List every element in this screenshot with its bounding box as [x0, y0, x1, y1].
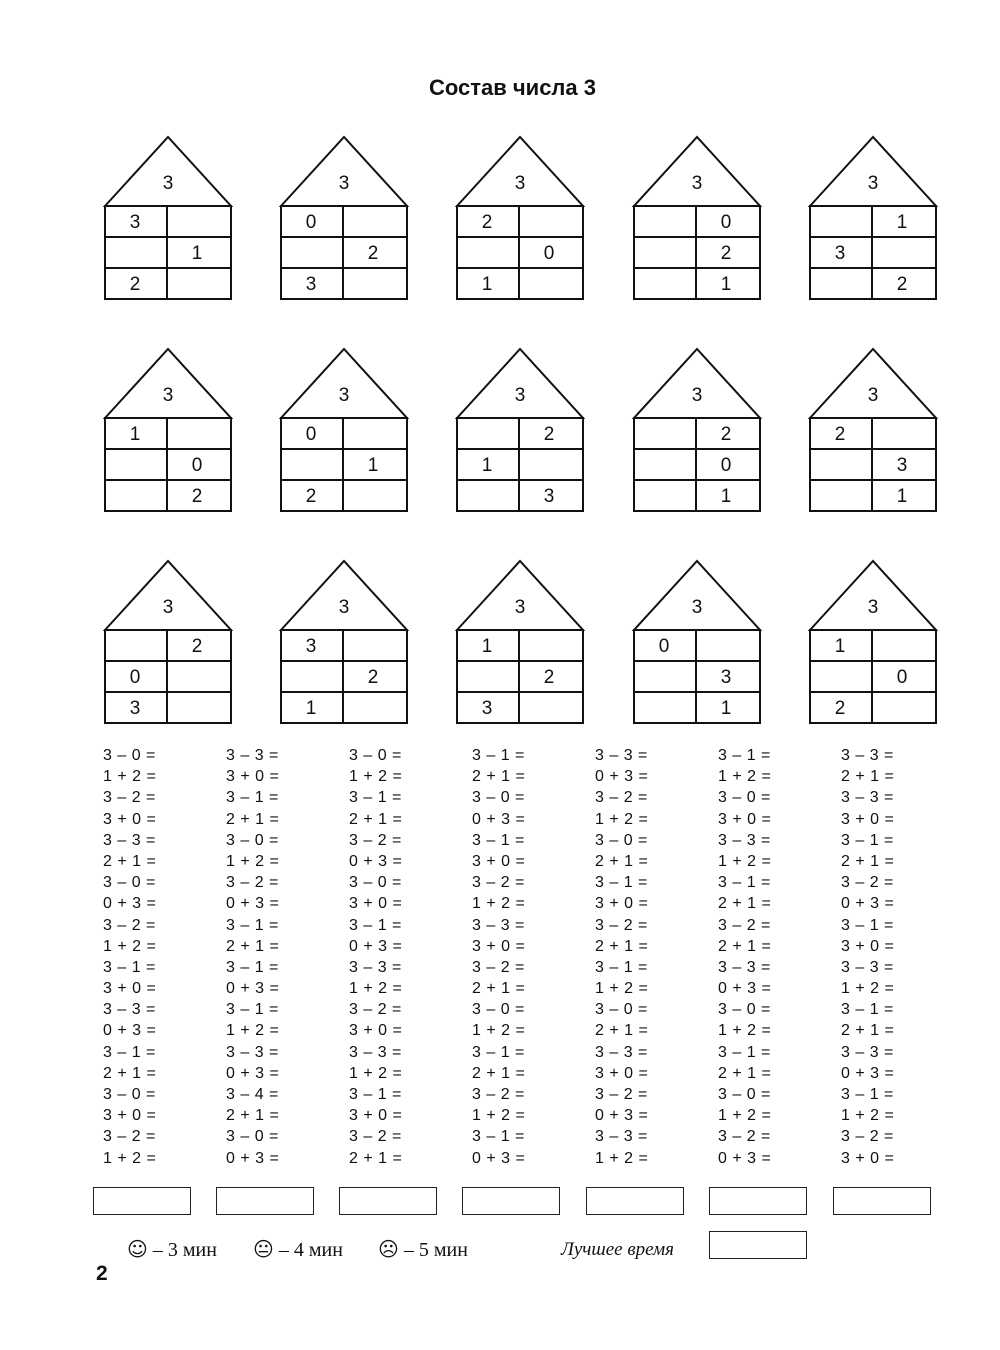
number-house [456, 560, 584, 726]
house-cell[interactable]: 0 [658, 636, 670, 657]
equation: 3 – 3 = [226, 747, 279, 764]
house-roof-number: 3 [867, 385, 879, 406]
house-cell[interactable] [166, 693, 228, 724]
equation: 3 + 0 = [103, 980, 157, 998]
best-time-label: Лучшее время [561, 1239, 674, 1260]
time-box[interactable] [216, 1187, 314, 1215]
number-house [633, 348, 761, 514]
equation: 3 – 2 = [472, 874, 525, 892]
house-cell[interactable]: 2 [720, 243, 732, 264]
equation: 3 – 2 = [472, 958, 525, 976]
house-roof-number: 3 [867, 597, 879, 618]
house-cell[interactable]: 2 [543, 424, 555, 445]
house-cell[interactable] [342, 269, 404, 300]
page-title: Состав числа 3 [428, 75, 596, 100]
number-house [633, 560, 761, 726]
equation: 0 + 3 = [472, 1149, 526, 1167]
time-box[interactable] [586, 1187, 684, 1215]
equation: 3 + 0 = [595, 895, 649, 913]
equation: 3 – 0 = [595, 831, 648, 849]
equation: 3 – 0 = [103, 1086, 156, 1103]
house-cell[interactable] [342, 207, 404, 238]
equation: 2 + 1 = [226, 1107, 280, 1125]
house-cell[interactable]: 1 [481, 274, 493, 295]
equation: 3 – 2 = [595, 1086, 648, 1103]
equation: 3 – 0 = [103, 747, 156, 764]
house-cell[interactable]: 3 [129, 698, 141, 719]
house-cell[interactable]: 1 [305, 698, 317, 719]
equation: 1 + 2 = [103, 937, 157, 955]
equation: 3 – 1 = [226, 789, 279, 807]
equation: 3 – 2 = [718, 1128, 771, 1146]
house-cell[interactable]: 0 [191, 455, 203, 476]
house-cell[interactable]: 2 [367, 667, 379, 688]
equation: 1 + 2 = [226, 852, 280, 870]
equation: 0 + 3 = [718, 980, 772, 998]
equation: 3 + 0 = [349, 895, 403, 913]
house-cell[interactable] [104, 238, 166, 269]
equation: 3 – 1 = [595, 874, 648, 892]
time-box[interactable] [833, 1187, 931, 1215]
house-cell[interactable]: 1 [896, 212, 908, 233]
equation: 3 – 1 = [103, 1043, 156, 1061]
equation: 0 + 3 = [103, 895, 157, 913]
equation: 3 – 3 = [595, 1128, 648, 1146]
number-house [104, 560, 232, 726]
equation: 2 + 1 = [349, 810, 403, 828]
equation: 3 – 1 = [472, 747, 525, 764]
number-house [280, 348, 408, 514]
house-cell[interactable]: 2 [834, 698, 846, 719]
house-cell[interactable] [456, 481, 518, 512]
number-house [104, 136, 232, 302]
equation: 3 – 1 = [841, 916, 894, 934]
house-cell[interactable]: 2 [543, 667, 555, 688]
equation: 0 + 3 = [226, 1064, 280, 1082]
equation: 0 + 3 = [718, 1149, 772, 1167]
equation: 3 – 3 = [349, 1043, 402, 1061]
smile-icon: ☺ [127, 1237, 148, 1261]
number-house [104, 348, 232, 514]
legend-sad [378, 1236, 468, 1263]
equation: 3 – 3 = [103, 831, 156, 849]
equation: 0 + 3 = [226, 1149, 280, 1167]
equation: 0 + 3 = [472, 810, 526, 828]
equation: 3 – 1 = [472, 1043, 525, 1061]
time-box[interactable] [709, 1187, 807, 1215]
house-roof-number: 3 [514, 385, 526, 406]
equation: 2 + 1 = [595, 852, 649, 870]
equation: 3 – 2 = [349, 831, 402, 849]
house-cell[interactable] [871, 631, 933, 662]
equation: 1 + 2 = [103, 1149, 157, 1167]
house-cell[interactable]: 1 [191, 243, 203, 264]
house-cell[interactable] [518, 269, 580, 300]
equation: 3 + 0 = [841, 937, 895, 955]
equation: 2 + 1 = [595, 1022, 649, 1040]
house-cell[interactable]: 2 [191, 486, 203, 507]
number-house [633, 136, 761, 302]
house-cell[interactable] [809, 481, 871, 512]
house-cell[interactable] [871, 238, 933, 269]
house-cell[interactable] [809, 269, 871, 300]
equation: 3 – 1 = [595, 958, 648, 976]
house-cell[interactable]: 3 [305, 636, 317, 657]
equation: 3 – 2 = [472, 1086, 525, 1103]
page-number: 2 [96, 1262, 108, 1285]
legend-happy [127, 1236, 217, 1263]
house-cell[interactable] [280, 662, 342, 693]
equation: 2 + 1 = [718, 937, 772, 955]
house-cell[interactable]: 0 [543, 243, 555, 264]
house-cell[interactable]: 2 [481, 212, 493, 233]
house-cell[interactable]: 2 [305, 486, 317, 507]
equation: 3 – 0 = [472, 789, 525, 807]
equation: 3 – 0 = [349, 874, 402, 892]
equation: 2 + 1 = [226, 937, 280, 955]
house-cell[interactable]: 0 [720, 455, 732, 476]
house-cell[interactable]: 3 [129, 212, 141, 233]
number-house [456, 348, 584, 514]
house-cell[interactable]: 1 [129, 424, 141, 445]
equation: 3 – 3 = [841, 1043, 894, 1061]
equation: 3 + 0 = [349, 1107, 403, 1125]
equation: 1 + 2 = [472, 1107, 526, 1125]
number-house [280, 136, 408, 302]
house-cell[interactable]: 2 [367, 243, 379, 264]
equation: 3 – 3 = [841, 789, 894, 807]
house-cell[interactable] [342, 419, 404, 450]
house-cell[interactable] [518, 450, 580, 481]
equation: 3 – 3 = [349, 958, 402, 976]
equation: 1 + 2 = [349, 980, 403, 998]
time-box[interactable] [462, 1187, 560, 1215]
house-roof-number: 3 [162, 173, 174, 194]
house-cell[interactable] [633, 450, 695, 481]
equation-column [103, 745, 156, 1169]
equation: 0 + 3 = [595, 1107, 649, 1125]
equation: 2 + 1 = [472, 768, 526, 786]
house-cell[interactable]: 3 [305, 274, 317, 295]
house-cell[interactable]: 1 [481, 636, 493, 657]
house-roof-number: 3 [338, 597, 350, 618]
equation: 3 – 1 = [226, 916, 279, 934]
equation: 1 + 2 = [841, 980, 895, 998]
house-cell[interactable]: 3 [896, 455, 908, 476]
equation: 1 + 2 = [472, 895, 526, 913]
equation: 3 + 0 = [841, 810, 895, 828]
house-cell[interactable] [166, 207, 228, 238]
equation: 3 – 2 = [349, 1128, 402, 1146]
equation: 1 + 2 = [841, 1107, 895, 1125]
equation: 3 – 0 = [718, 789, 771, 807]
equation: 3 – 3 = [841, 747, 894, 764]
equation: 3 – 0 = [472, 1001, 525, 1019]
house-cell[interactable] [633, 481, 695, 512]
equation: 3 – 0 = [226, 1128, 279, 1146]
equation: 2 + 1 = [718, 895, 772, 913]
equation: 2 + 1 = [718, 1064, 772, 1082]
house-roof-number: 3 [162, 597, 174, 618]
house-cell[interactable]: 1 [720, 274, 732, 295]
equation: 3 + 0 = [226, 768, 280, 786]
house-cell[interactable] [280, 450, 342, 481]
equation: 2 + 1 = [841, 1022, 895, 1040]
equation: 1 + 2 = [103, 768, 157, 786]
equation: 3 – 2 = [103, 1128, 156, 1146]
house-cell[interactable]: 2 [896, 274, 908, 295]
equation: 3 – 1 = [718, 747, 771, 764]
house-cell[interactable]: 1 [896, 486, 908, 507]
house-roof-number: 3 [867, 173, 879, 194]
equation: 0 + 3 = [841, 1064, 895, 1082]
equation: 3 + 0 = [472, 937, 526, 955]
equation: 3 – 3 = [226, 1043, 279, 1061]
equation: 3 – 2 = [595, 916, 648, 934]
equation: 2 + 1 = [226, 810, 280, 828]
equation-column [349, 745, 402, 1169]
equation-column [718, 745, 771, 1169]
house-cell[interactable]: 0 [720, 212, 732, 233]
house-cell[interactable] [166, 269, 228, 300]
equation: 3 – 1 = [472, 1128, 525, 1146]
house-cell[interactable] [633, 662, 695, 693]
equation: 1 + 2 = [349, 768, 403, 786]
number-house [809, 136, 937, 302]
equation: 3 – 1 = [103, 958, 156, 976]
house-cell[interactable] [104, 631, 166, 662]
equation: 2 + 1 = [472, 980, 526, 998]
house-cell[interactable] [342, 631, 404, 662]
house-roof-number: 3 [338, 385, 350, 406]
house-cell[interactable] [809, 662, 871, 693]
equation: 3 – 3 = [595, 747, 648, 764]
house-cell[interactable] [633, 238, 695, 269]
equation: 2 + 1 = [103, 852, 157, 870]
neutral-face-icon: 😐 [253, 1237, 274, 1261]
equation: 1 + 2 = [472, 1022, 526, 1040]
house-cell[interactable]: 1 [367, 455, 379, 476]
house-cell[interactable] [518, 693, 580, 724]
equation: 3 – 1 = [472, 831, 525, 849]
equation: 3 – 0 = [103, 874, 156, 892]
house-cell[interactable] [166, 662, 228, 693]
equation: 3 + 0 = [349, 1022, 403, 1040]
equation: 3 – 3 = [103, 1001, 156, 1019]
equation: 1 + 2 = [349, 1064, 403, 1082]
equation: 2 + 1 = [472, 1064, 526, 1082]
house-cell[interactable]: 0 [896, 667, 908, 688]
equation: 3 – 1 = [349, 916, 402, 934]
house-cell[interactable]: 3 [834, 243, 846, 264]
house-cell[interactable]: 2 [191, 636, 203, 657]
house-cell[interactable] [633, 419, 695, 450]
equation: 3 + 0 = [103, 1107, 157, 1125]
equation: 3 – 1 = [349, 1086, 402, 1103]
house-cell[interactable] [342, 481, 404, 512]
equation: 1 + 2 = [595, 1149, 649, 1167]
equation: 3 – 1 = [718, 874, 771, 892]
equation: 2 + 1 = [595, 937, 649, 955]
equation: 2 + 1 = [841, 852, 895, 870]
equation: 3 + 0 = [472, 852, 526, 870]
equation: 3 – 1 = [226, 958, 279, 976]
equation: 1 + 2 = [595, 980, 649, 998]
equation: 3 – 0 = [226, 831, 279, 849]
equation: 3 – 2 = [103, 789, 156, 807]
house-roof-number: 3 [514, 597, 526, 618]
house-cell[interactable] [633, 207, 695, 238]
equation: 0 + 3 = [349, 852, 403, 870]
house-cell[interactable]: 3 [720, 667, 732, 688]
equation: 3 – 3 = [841, 958, 894, 976]
time-box[interactable] [93, 1187, 191, 1215]
equation: 3 + 0 = [595, 1064, 649, 1082]
house-cell[interactable] [456, 238, 518, 269]
house-cell[interactable] [871, 419, 933, 450]
equation: 0 + 3 = [103, 1022, 157, 1040]
equation-column [841, 745, 894, 1169]
house-cell[interactable]: 2 [720, 424, 732, 445]
house-roof-number: 3 [691, 385, 703, 406]
house-cell[interactable]: 0 [305, 212, 317, 233]
number-house [456, 136, 584, 302]
time-box[interactable] [339, 1187, 437, 1215]
equation: 3 – 2 = [226, 874, 279, 892]
equation: 1 + 2 = [718, 1022, 772, 1040]
number-house [280, 560, 408, 726]
house-cell[interactable] [342, 693, 404, 724]
house-cell[interactable]: 0 [305, 424, 317, 445]
frown-icon: ☹ [378, 1237, 399, 1261]
house-cell[interactable] [633, 693, 695, 724]
equation: 3 – 0 = [349, 747, 402, 764]
equation: 2 + 1 = [841, 768, 895, 786]
legend-neutral [253, 1236, 343, 1263]
equation: 3 – 2 = [349, 1001, 402, 1019]
number-house [809, 348, 937, 514]
house-cell[interactable] [104, 450, 166, 481]
equation: 3 – 4 = [226, 1086, 279, 1103]
equation: 3 – 3 = [718, 831, 771, 849]
equation: 3 – 2 = [841, 874, 894, 892]
equation: 3 – 2 = [841, 1128, 894, 1146]
equation: 3 – 0 = [718, 1001, 771, 1019]
equation: 1 + 2 = [718, 1107, 772, 1125]
house-cell[interactable]: 1 [720, 698, 732, 719]
number-house [809, 560, 937, 726]
equation: 3 – 1 = [226, 1001, 279, 1019]
equation-column [595, 745, 648, 1169]
house-roof-number: 3 [514, 173, 526, 194]
house-cell[interactable] [166, 419, 228, 450]
equation: 3 – 3 = [718, 958, 771, 976]
equation: 1 + 2 = [718, 852, 772, 870]
house-cell[interactable] [456, 419, 518, 450]
house-cell[interactable]: 1 [481, 455, 493, 476]
house-cell[interactable] [456, 662, 518, 693]
house-roof-number: 3 [338, 173, 350, 194]
equation: 3 + 0 = [841, 1149, 895, 1167]
equation: 1 + 2 = [595, 810, 649, 828]
legend-neutral-text: – 4 мин [273, 1239, 343, 1261]
equation: 2 + 1 = [103, 1064, 157, 1082]
house-cell[interactable] [518, 631, 580, 662]
equation: 3 – 0 = [718, 1086, 771, 1103]
equation-column [472, 745, 525, 1169]
house-cell[interactable]: 3 [481, 698, 493, 719]
equation: 3 + 0 = [718, 810, 772, 828]
house-cell[interactable] [695, 631, 757, 662]
house-cell[interactable] [633, 269, 695, 300]
house-cell[interactable]: 1 [720, 486, 732, 507]
house-cell[interactable]: 3 [543, 486, 555, 507]
equation: 0 + 3 = [226, 895, 280, 913]
equation: 2 + 1 = [349, 1149, 403, 1167]
house-roof-number: 3 [691, 597, 703, 618]
house-cell[interactable] [518, 207, 580, 238]
equation: 0 + 3 = [595, 768, 649, 786]
house-cell[interactable]: 0 [129, 667, 141, 688]
equation: 3 – 0 = [595, 1001, 648, 1019]
equation: 0 + 3 = [226, 980, 280, 998]
house-roof-number: 3 [691, 173, 703, 194]
equation: 3 – 1 = [718, 1043, 771, 1061]
legend-happy-text: – 3 мин [147, 1239, 217, 1261]
house-cell[interactable] [871, 693, 933, 724]
equation: 1 + 2 = [718, 768, 772, 786]
house-cell[interactable]: 1 [834, 636, 846, 657]
house-cell[interactable]: 2 [834, 424, 846, 445]
house-cell[interactable]: 2 [129, 274, 141, 295]
house-cell[interactable] [809, 450, 871, 481]
house-cell[interactable] [104, 481, 166, 512]
equation: 0 + 3 = [349, 937, 403, 955]
equation: 0 + 3 = [841, 895, 895, 913]
equation: 3 – 1 = [841, 1001, 894, 1019]
legend-sad-text: – 5 мин [398, 1239, 468, 1261]
equation: 1 + 2 = [226, 1022, 280, 1040]
equation: 3 + 0 = [103, 810, 157, 828]
best-time-box[interactable] [709, 1231, 807, 1259]
house-cell[interactable] [280, 238, 342, 269]
equation: 3 – 1 = [349, 789, 402, 807]
house-cell[interactable] [809, 207, 871, 238]
equation: 3 – 1 = [841, 1086, 894, 1103]
equation-column [226, 745, 279, 1169]
equation: 3 – 3 = [472, 916, 525, 934]
equation: 3 – 2 = [595, 789, 648, 807]
house-roof-number: 3 [162, 385, 174, 406]
equation: 3 – 2 = [718, 916, 771, 934]
equation: 3 – 2 = [103, 916, 156, 934]
equation: 3 – 3 = [595, 1043, 648, 1061]
equation: 3 – 1 = [841, 831, 894, 849]
